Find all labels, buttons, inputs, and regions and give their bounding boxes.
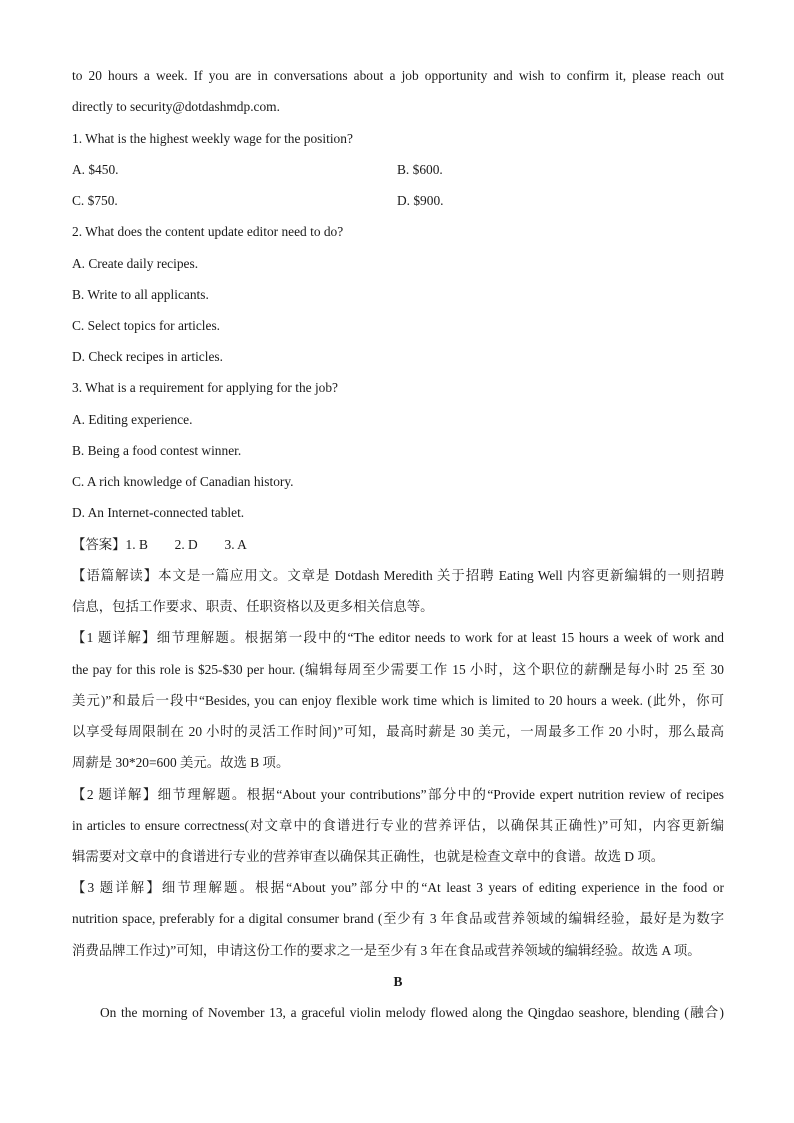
question-2-option-c: C. Select topics for articles. (72, 318, 220, 333)
question-3-option-d: D. An Internet-connected tablet. (72, 505, 245, 520)
question-2-option-b: B. Write to all applicants. (72, 287, 209, 302)
question-2-stem: 2. What does the content update editor need to do? (72, 224, 344, 239)
question-2-option-d: D. Check recipes in articles. (72, 349, 223, 364)
question-3-option-b: B. Being a food contest winner. (72, 443, 242, 458)
question-1-option-b: B. $600. (397, 162, 443, 177)
intro-line-1: to 20 hours a week. If you are in conversations about a job opportunity and wish to confirm it, please reach out (72, 68, 724, 83)
question-3-option-c: C. A rich knowledge of Canadian history. (72, 474, 294, 489)
question-1-stem: 1. What is the highest weekly wage for the position? (72, 131, 353, 146)
question-3-option-a: A. Editing experience. (72, 412, 193, 427)
analysis-line-2: 信息，包括工作要求、职责、任职资格以及更多相关信息等。 (72, 599, 434, 614)
detail-3-line-3: 消费品牌工作过)”可知，申请这份工作的要求之一是至少有 3 年在食品或营养领域的编辑经验。故选 A 项。 (72, 943, 701, 958)
detail-3-line-1: 【3 题详解】细节理解题。根据“About you”部分中的“At least 3 years of editing experience in the food or (72, 880, 724, 895)
section-b-heading: B (393, 974, 403, 989)
answer-key: 【答案】1. B 2. D 3. A (72, 537, 247, 552)
detail-1-line-5: 周薪是 30*20=600 美元。故选 B 项。 (72, 755, 290, 770)
question-1-option-d: D. $900. (397, 193, 444, 208)
section-b-line-1: On the morning of November 13, a graceful violin melody flowed along the Qingdao seashore, blending (融合) (100, 1005, 724, 1020)
detail-2-line-2: in articles to ensure correctness(对文章中的食谱进行专业的营养评估，以确保其正确性)”可知，内容更新编 (72, 818, 724, 833)
question-1-option-a: A. $450. (72, 162, 119, 177)
detail-1-line-1: 【1 题详解】细节理解题。根据第一段中的“The editor needs to work for at least 15 hours a week of work and (72, 630, 724, 645)
detail-1-line-4: 以享受每周限制在 20 小时的灵活工作时间)”可知，最高时薪是 30 美元，一周最多工作 20 小时，那么最高 (72, 724, 724, 739)
intro-line-2: directly to security@dotdashmdp.com. (72, 99, 280, 114)
detail-1-line-2: the pay for this role is $25-$30 per hour. (编辑每周至少需要工作 15 小时，这个职位的薪酬是每小时 25 至 30 (72, 662, 724, 677)
question-2-option-a: A. Create daily recipes. (72, 256, 199, 271)
detail-2-line-3: 辑需要对文章中的食谱进行专业的营养审查以确保其正确性，也就是检查文章中的食谱。故选 D 项。 (72, 849, 665, 864)
detail-1-line-3: 美元)”和最后一段中“Besides, you can enjoy flexible work time which is limited to 20 hours a week. (此外，你可 (72, 693, 724, 708)
question-3-stem: 3. What is a requirement for applying for the job? (72, 380, 338, 395)
detail-2-line-1: 【2 题详解】细节理解题。根据“About your contributions”部分中的“Provide expert nutrition review of recipes (72, 787, 724, 802)
analysis-line-1: 【语篇解读】本文是一篇应用文。文章是 Dotdash Meredith 关于招聘 Eating Well 内容更新编辑的一则招聘 (72, 568, 724, 583)
detail-3-line-2: nutrition space, preferably for a digital consumer brand (至少有 3 年食品或营养领域的编辑经验，最好是为数字 (72, 911, 724, 926)
question-1-option-c: C. $750. (72, 193, 118, 208)
